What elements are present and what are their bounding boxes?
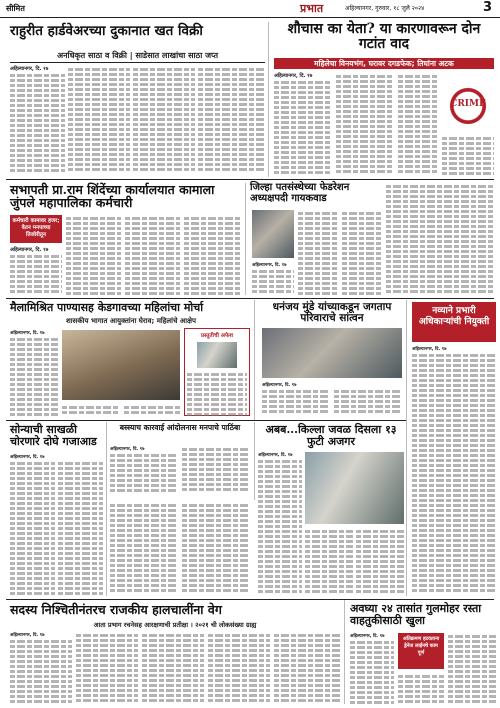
headline-a2: शौचास का येता? या कारणावरून दोन गटांत वाद [287,21,481,52]
page-number: 3 [482,0,492,15]
body-a9-col1 [110,452,178,496]
divider [10,62,265,63]
body-a9-col4 [182,502,250,596]
divider [6,298,494,299]
column-divider [245,183,246,295]
body-a10-col2 [305,528,353,596]
body-a2-col2 [336,73,394,177]
article-photo-a6 [262,328,402,378]
byline-a12: अहिल्यानगर, दि. १७ [350,634,385,639]
body-a11-col5 [274,632,340,704]
body-a4-col2 [298,210,338,295]
side-a3: कर्मचारी कामावर हजर; वेतन मनपाच्या तिजोरीतून [10,215,62,243]
byline-a5: अहिल्यानगर, दि. १७ [10,331,45,336]
divider [6,420,406,421]
headline-a9: बस्स्याच कारवाई आंदोलनास मनपाचे पाठिंबा [119,423,241,432]
body-a2-col4 [442,135,494,177]
body-a4-col1 [252,268,294,295]
body-a1-col4 [198,66,265,172]
body-a11-col4 [208,632,270,704]
side-a12: अतिक्रमण हटवताना ड्रेनेज लाईनचे काम पूर्ण [398,633,444,669]
byline-a2: अहिल्यानगर, दि. १७ [274,73,313,79]
byline-a9: अहिल्यानगर, दि. १७ [110,447,145,452]
body-a1-col3 [133,66,195,172]
body-a10-col3 [356,528,404,596]
body-a12-col3 [448,633,496,704]
byline-a4: अहिल्यानगर, दि. १७ [252,263,287,268]
body-a3-col2 [66,215,121,295]
byline-a11: अहिल्यानगर, दि. १७ [10,633,45,638]
article-photo-a10 [305,452,404,524]
byline-a7: अहिल्यानगर, दि. १७ [412,347,447,352]
body-a9-col3 [110,502,178,596]
body-a6-col1 [262,388,330,418]
column-divider [344,600,345,704]
body-a12-col2 [398,673,444,704]
body-a6-col2 [334,388,402,418]
headline-a1: राहुरीत हार्डवेअरच्या दुकानात खत विक्री [10,23,203,39]
byline-a6: अहिल्यानगर, दि. १७ [262,383,297,388]
subhead-a1: अनधिकृत साठा व विक्री | साडेसात लाखांचा साठा जप्त [56,51,219,60]
crime-logo [442,80,494,132]
subhead-a11: आता प्रभाग रचनेसह आरक्षणाची प्रतीक्षा । २०२१ ची लोकसंख्या ग्राह्य [93,621,257,629]
headline-a6: धनंजय मुंडे यांच्याकडून जगताप परिवाराचे सांत्वन [272,301,392,325]
article-photo-a5 [62,330,180,400]
body-a3-col4 [184,215,242,295]
body-a8-col1 [10,460,55,596]
body-a3-col1 [10,253,62,295]
body-a2-col1 [274,79,332,177]
column-divider [254,300,255,420]
masthead-brand: प्रभात [300,2,324,15]
article-photo-a4 [252,210,294,258]
body-a2-col4-continued [386,183,494,295]
headline-a4: जिल्हा पतसंस्थेच्या फेडरेशन अध्यक्षपदी गायकवाड [250,182,350,204]
byline-a10: अहिल्यानगर, दि. १७ [258,453,293,458]
body-a12-col1 [350,639,394,704]
headline-a8: सोन्याची साखळी चोरणारे दोघे गजाआड [10,423,97,448]
byline-a1: अहिल्यानगर, दि. १७ [10,66,49,72]
body-a5-col3 [124,404,180,416]
subhead-a5: शासकीय भागात आयुक्तांना घेराव; महिलांचे आक्षेप [65,317,197,325]
body-a9-col2 [182,446,250,496]
inset-photo [197,342,237,368]
headline-a11: सदस्य निश्चितीनंतरच राजकीय हालचालींना वेग [10,602,222,617]
byline-a8: अहिल्यानगर, दि. १७ [10,455,45,460]
body-a11-col2 [76,632,138,704]
column-divider [106,422,107,596]
body-a2-col3 [398,73,438,177]
body-a10-col1 [258,458,302,596]
body-a7 [412,352,496,596]
body-a1-col2 [68,66,130,172]
body-a1-col1 [10,72,65,172]
crime-logo-text: CRIME [450,99,486,109]
headline-a10: अबब...किल्ला जवळ दिसला १३ फुटी अजगर [265,423,397,448]
body-a5-col2 [62,404,120,416]
byline-a3: अहिल्यानगर, दि. १७ [10,247,49,253]
headline-a7: नव्याने प्रभारी अधिकाऱ्यांची नियुक्ती [412,302,496,342]
side-box-a5 [184,328,250,416]
side-box-title: प्रस्तुतीची अफेश [201,333,233,339]
body-a4-col3 [342,210,382,295]
divider [6,179,494,180]
body-a11-col3 [142,632,204,704]
column-divider [254,422,255,500]
page-header [0,0,500,18]
headline-a12: अवघ्या २४ तासांत गुलमोहर रस्ता वाहतुकीसाठी खुला [350,602,482,627]
body-a8-col2 [58,460,103,596]
body-a3-col3 [125,215,180,295]
headline-a3: सभापती प्रा.राम शिंदेंच्या कार्यालयात कामाला जुंपले महापालिका कर्मचारी [10,182,215,211]
body-a5-col1 [10,336,58,416]
side-box-body [187,371,247,419]
column-divider [406,300,407,596]
column-divider [268,22,269,177]
body-a11-col1 [10,638,72,704]
subhead-a2: महिलेचा विनयभंग, घरावर दगडफेक; तिघांना अटक [274,58,494,69]
divider [6,599,494,600]
issue-date: अहिल्यानगर, गुरुवार, १८ जुलै २०२४ [345,5,425,12]
section-name: सीमित [6,4,25,13]
headline-a5: मैलामिश्रित पाण्यासह केडगावच्या महिलांचा मोर्चा [10,301,204,314]
